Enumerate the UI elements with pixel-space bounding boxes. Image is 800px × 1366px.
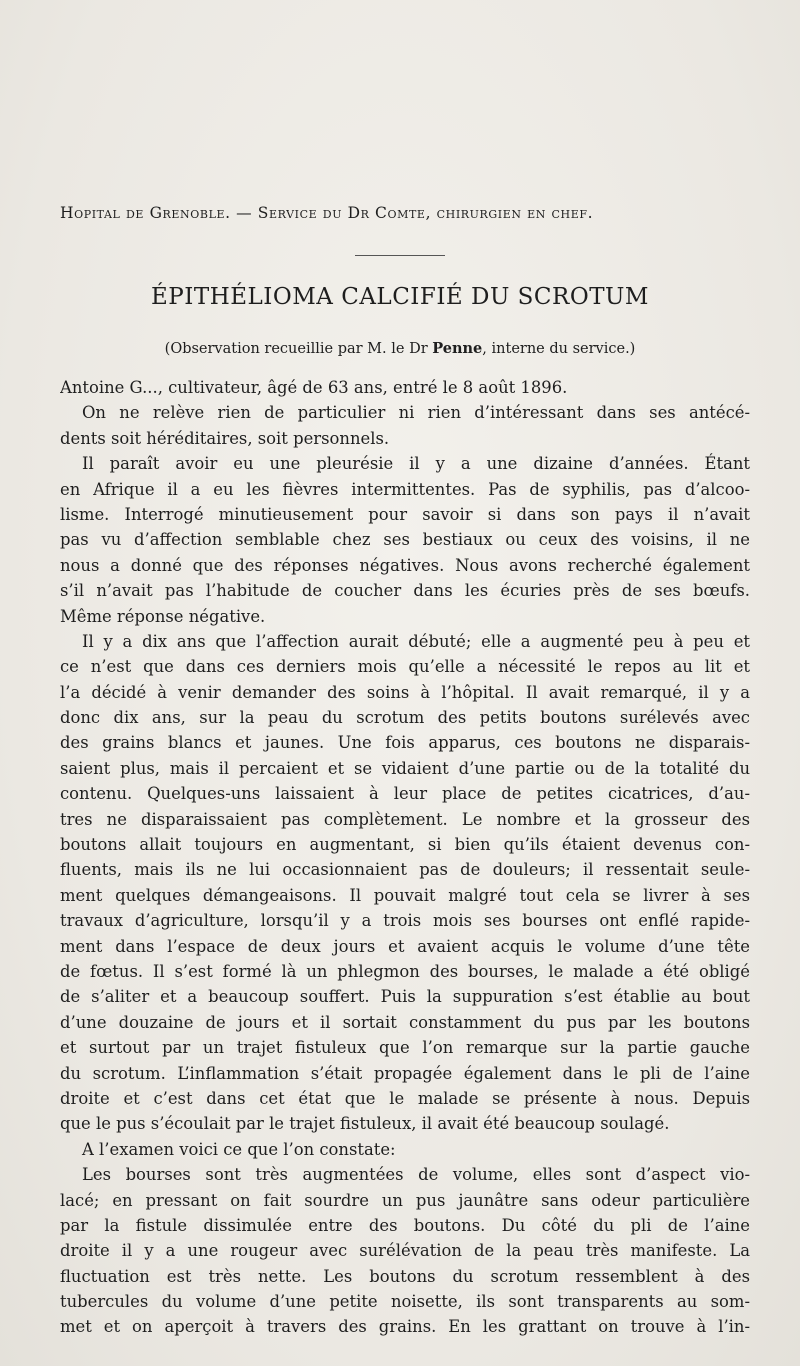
text-line: nous a donné que des réponses négatives. Nous avons recherché également: [60, 555, 750, 575]
body-text: [60, 375, 750, 1340]
text-line: Il y a dix ans que l’affection aurait débuté; elle a augmenté peu à peu et: [82, 631, 750, 651]
text-line: travaux d’agriculture, lorsqu’il y a trois mois ses bourses ont enflé rapide-: [60, 911, 750, 931]
text-line: du scrotum. L’inflammation s’était propagée également dans le pli de l’aine: [60, 1063, 750, 1083]
observation-note: [0, 340, 800, 357]
text-line: de fœtus. Il s’est formé là un phlegmon des bourses, le malade a été obligé: [60, 961, 750, 981]
article-title: ÉPITHÉLIOMA CALCIFIÉ DU SCROTUM: [151, 284, 649, 310]
text-line: ment quelques démangeaisons. Il pouvait malgré tout cela se livrer à ses: [60, 885, 750, 905]
text-line: que le pus s’écoulait par le trajet fistuleux, il avait été beaucoup soulagé.: [60, 1114, 670, 1134]
text-line: saient plus, mais il percaient et se vidaient d’une partie ou de la totalité du: [60, 758, 750, 778]
text-line: ce n’est que dans ces derniers mois qu’elle a nécessité le repos au lit et: [60, 657, 750, 677]
text-line: Les bourses sont très augmentées de volume, elles sont d’aspect vio-: [82, 1165, 750, 1185]
text-line: lacé; en pressant on fait sourdre un pus jaunâtre sans odeur particulière: [60, 1190, 750, 1210]
text-line: donc dix ans, sur la peau du scrotum des petits boutons surélevés avec: [60, 708, 750, 728]
text-line: tres ne disparaissaient pas complètement. Le nombre et la grosseur des: [60, 809, 750, 829]
text-line: l’a décidé à venir demander des soins à l’hôpital. Il avait remarqué, il y a: [60, 682, 750, 702]
text-line: A l’examen voici ce que l’on constate:: [82, 1139, 396, 1159]
text-line: ment dans l’espace de deux jours et avaient acquis le volume d’une tête: [60, 936, 750, 956]
intern-name: Penne: [432, 340, 483, 357]
text-line: fluctuation est très nette. Les boutons du scrotum ressemblent à des: [60, 1266, 750, 1286]
text-line: Il paraît avoir eu une pleurésie il y a une dizaine d’années. Étant: [82, 454, 750, 474]
text-line: s’il n’avait pas l’habitude de coucher dans les écuries près de ses bœufs.: [60, 581, 750, 601]
text-line: dents soit héréditaires, soit personnels.: [60, 428, 390, 448]
text-line: Antoine G..., cultivateur, âgé de 63 ans, entré le 8 août 1896.: [60, 378, 568, 397]
text-line: tubercules du volume d’une petite noisette, ils sont transparents au som-: [60, 1292, 750, 1312]
running-header: Hopital de Grenoble. — Service du Dr Comte, chirurgien en chef.: [60, 204, 594, 222]
text-line: Même réponse négative.: [60, 606, 266, 626]
text-line: des grains blancs et jaunes. Une fois apparus, ces boutons ne disparais-: [60, 733, 750, 753]
note-prefix: (Observation recueillie par M. le Dr: [164, 341, 428, 357]
text-line: droite il y a une rougeur avec surélévation de la peau très manifeste. La: [60, 1241, 750, 1261]
text-line: boutons allait toujours en augmentant, si bien qu’ils étaient devenus con-: [60, 835, 750, 855]
text-line: par la fistule dissimulée entre des boutons. Du côté du pli de l’aine: [60, 1215, 750, 1235]
title-rule: [355, 255, 445, 256]
text-line: droite et c’est dans cet état que le malade se présente à nous. Depuis: [60, 1088, 750, 1108]
text-line: pas vu d’affection semblable chez ses bestiaux ou ceux des voisins, il ne: [60, 530, 750, 550]
text-line: On ne relève rien de particulier ni rien d’intéressant dans ses antécé-: [82, 403, 750, 423]
text-line: contenu. Quelques-uns laissaient à leur place de petites cicatrices, d’au-: [60, 784, 750, 804]
text-line: met et on aperçoit à travers des grains. En les grattant on trouve à l’in-: [60, 1317, 750, 1337]
text-line: d’une douzaine de jours et il sortait constamment du pus par les boutons: [60, 1012, 750, 1032]
note-suffix: , interne du service.): [482, 341, 636, 357]
text-line: en Afrique il a eu les fièvres intermittentes. Pas de syphilis, pas d’alcoo-: [60, 479, 750, 499]
text-line: lisme. Interrogé minutieusement pour savoir si dans son pays il n’avait: [60, 504, 750, 524]
text-line: fluents, mais ils ne lui occasionnaient pas de douleurs; il ressentait seule-: [60, 860, 750, 880]
text-line: de s’aliter et a beaucoup souffert. Puis la suppuration s’est établie au bout: [60, 987, 750, 1007]
text-line: et surtout par un trajet fistuleux que l’on remarque sur la partie gauche: [60, 1038, 750, 1058]
